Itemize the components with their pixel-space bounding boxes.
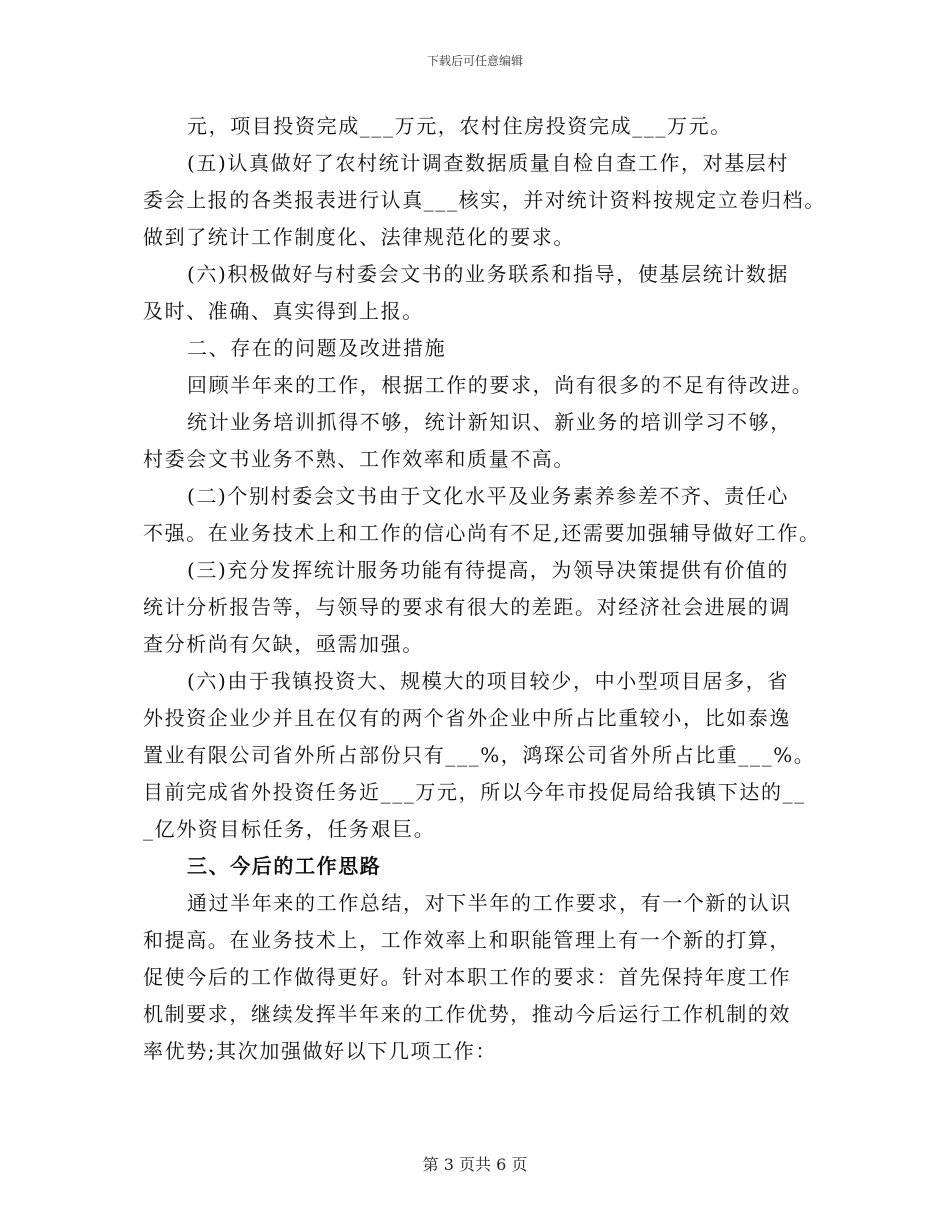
paragraph-line: 机制要求，继续发挥半年来的工作优势，推动今后运行工作机制的效: [143, 1002, 791, 1026]
paragraph-line: 通过半年来的工作总结，对下半年的工作要求，有一个新的认识: [187, 891, 792, 915]
paragraph-line: 回顾半年来的工作，根据工作的要求，尚有很多的不足有待改进。: [187, 373, 814, 397]
paragraph-line: (六)由于我镇投资大、规模大的项目较少，中小型项目居多，省: [187, 669, 790, 693]
paragraph-line: 目前完成省外投资任务近___万元，所以今年市投促局给我镇下达的__: [143, 780, 806, 804]
paragraph-line: 置业有限公司省外所占部份只有___%，鸿琛公司省外所占比重___%。: [143, 743, 816, 767]
paragraph-line: (二)个别村委会文书由于文化水平及业务素养参差不齐、责任心: [187, 484, 790, 508]
paragraph-line: (五)认真做好了农村统计调查数据质量自检自查工作，对基层村: [187, 151, 790, 175]
paragraph-line: 外投资企业少并且在仅有的两个省外企业中所占比重较小，比如泰逸: [143, 706, 791, 730]
paragraph-line: 村委会文书业务不熟、工作效率和质量不高。: [143, 447, 575, 471]
paragraph-line: 委会上报的各类报表进行认真___核实，并对统计资料按规定立卷归档。: [143, 188, 826, 212]
paragraph-line: 促使今后的工作做得更好。针对本职工作的要求：首先保持年度工作: [143, 965, 791, 989]
paragraph-line: 做到了统计工作制度化、法律规范化的要求。: [143, 225, 575, 249]
paragraph-line: 元，项目投资完成___万元，农村住房投资完成___万元。: [187, 114, 732, 138]
section-heading: 三、今后的工作思路: [187, 854, 382, 878]
paragraph-line: 不强。在业务技术上和工作的信心尚有不足,还需要加强辅导做好工作。: [143, 521, 821, 545]
page-header-note: 下载后可任意编辑: [426, 54, 523, 68]
paragraph-line: (六)积极做好与村委会文书的业务联系和指导，使基层统计数据: [187, 262, 790, 286]
paragraph-line: (三)充分发挥统计服务功能有待提高，为领导决策提供有价值的: [187, 558, 790, 582]
paragraph-line: _亿外资目标任务，任务艰巨。: [143, 817, 436, 841]
document-body: [143, 108, 833, 1070]
paragraph-line: 率优势;其次加强做好以下几项工作：: [143, 1039, 497, 1063]
page-number-footer: 第 3 页共 6 页: [422, 1155, 528, 1174]
paragraph-line: 统计分析报告等，与领导的要求有很大的差距。对经济社会进展的调: [143, 595, 791, 619]
paragraph-line: 及时、准确、真实得到上报。: [143, 299, 424, 323]
section-heading: 二、存在的问题及改进措施: [187, 336, 447, 360]
paragraph-line: 和提高。在业务技术上，工作效率上和职能管理上有一个新的打算，: [143, 928, 791, 952]
paragraph-line: 查分析尚有欠缺，亟需加强。: [143, 632, 424, 656]
paragraph-line: 统计业务培训抓得不够，统计新知识、新业务的培训学习不够，: [187, 410, 792, 434]
